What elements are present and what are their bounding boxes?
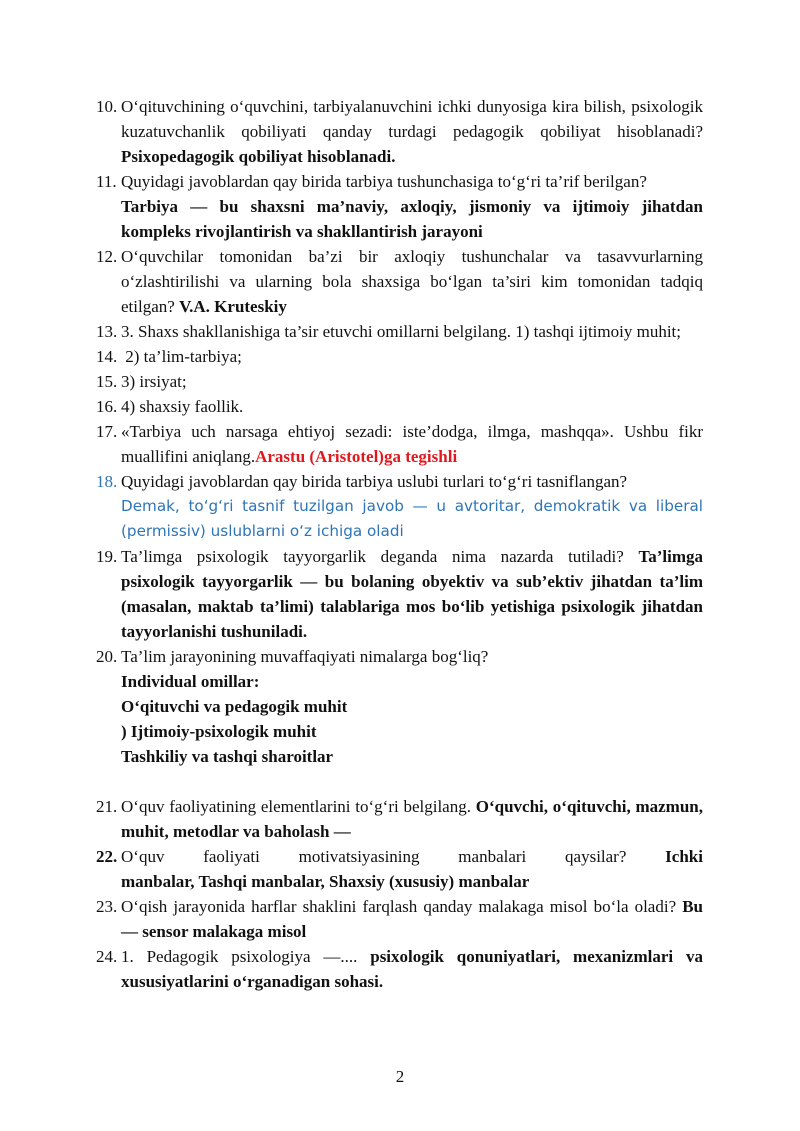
item-number: 22. [96,847,118,866]
list-item [96,369,703,394]
question-text: Ta’lim jarayonining muvaffaqiyati nimalarga bog‘liq? [121,647,489,666]
item-number: 18. [96,472,118,491]
item-number: 14. [96,347,118,366]
item-number: 20. [96,647,118,666]
list-item [96,244,703,319]
item-body [121,644,703,769]
question-text: 2) ta’lim-tarbiya; [121,347,242,366]
question-text: 3. Shaxs shakllanishiga ta’sir etuvchi omillarni belgilang. 1) tashqi ijtimoiy muhit; [121,322,681,341]
question-text: Quyidagi javoblardan qay birida tarbiya uslubi turlari to‘g‘ri tasniflangan? [121,472,628,491]
item-number: 15. [96,372,118,391]
answer-text: Demak, to‘g‘ri tasnif tuzilgan javob — u avtoritar, demokratik va liberal (permissiv) uslublarni o‘z ichiga oladi [121,497,703,540]
answer-line: O‘qituvchi va pedagogik muhit [121,697,348,716]
question-word: faoliyati [203,847,260,866]
item-body [121,94,703,169]
list-item [96,469,703,544]
question-line [121,844,703,869]
question-text: «Tarbiya uch narsaga ehtiyoj sezadi: iste’dodga, ilmga, mashqqa». Ushbu fikr muallifini aniqlang. [121,422,703,466]
item-body [121,369,703,394]
list-item [96,644,703,769]
question-text: O‘qish jarayonida harflar shaklini farqlash qanday malakaga misol bo‘la oladi? [121,897,677,916]
list-item [96,419,703,469]
item-body [121,469,703,544]
answer-text: Bu — sensor malakaga misol [121,897,704,941]
item-number: 17. [96,422,118,441]
answer-text: manbalar, Tashqi manbalar, Shaxsiy (xususiy) manbalar [121,872,530,891]
question-text: Ta’limga psixologik tayyorgarlik deganda nima nazarda tutiladi? [121,547,624,566]
question-word: O‘quv [121,847,165,866]
answer-line: ) Ijtimoiy-psixologik muhit [121,722,317,741]
answer-text: V.A. Kruteskiy [179,297,287,316]
answer-text: psixologik qonuniyatlari, mexanizmlari va xususiyatlarini o‘rganadigan sohasi. [121,947,703,991]
item-body [121,394,703,419]
answer-text: Arastu (Aristotel)ga tegishli [255,447,458,466]
item-body [121,419,703,469]
question-text: O‘quv faoliyatining elementlarini to‘g‘ri belgilang. [121,797,471,816]
list-item [96,344,703,369]
question-text: Quyidagi javoblardan qay birida tarbiya tushunchasiga to‘g‘ri ta’rif berilgan? [121,172,647,191]
item-number: 10. [96,97,118,116]
item-body [121,844,703,894]
item-body [121,319,703,344]
page-number: 2 [395,1067,405,1086]
item-body [121,944,703,994]
item-body [121,894,703,944]
list-item [96,844,703,894]
item-body [121,244,703,319]
item-body [121,794,703,844]
list-item [96,794,703,844]
item-number: 24. [96,947,118,966]
question-text: O‘qituvchining o‘quvchini, tarbiyalanuvchini ichki dunyosiga kira bilish, psixologik kuzatuvchanlik qobiliyati qanday turdagi pedagogik qobiliyat hisoblanadi? [121,97,703,141]
answer-text: Tarbiya — bu shaxsni ma’naviy, axloqiy, jismoniy va ijtimoiy jihatdan kompleks rivojlantirish va shakllantirish jarayoni [121,197,703,241]
list-item [96,544,703,644]
list-item [96,319,703,344]
question-text: 1. Pedagogik psixologiya —.... [121,947,358,966]
list-item [96,169,703,244]
list-item [96,94,703,169]
answer-line: Tashkiliy va tashqi sharoitlar [121,747,334,766]
item-number: 16. [96,397,118,416]
item-number: 13. [96,322,118,341]
item-number: 12. [96,247,118,266]
question-word: manbalari [458,847,527,866]
answer-text: Ta’limga psixologik tayyorgarlik — bu bolaning obyektiv va sub’ektiv jihatdan ta’lim (masalan, maktab ta’limi) talablariga mos bo‘lib yetishiga psixologik jihatdan tayyorlanishi tushuniladi. [121,547,703,641]
answer-text: Psixopedagogik qobiliyat hisoblanadi. [121,147,396,166]
answer-word: Ichki [665,847,703,866]
item-body [121,169,703,244]
answer-line: Individual omillar: [121,672,260,691]
item-number: 11. [96,172,117,191]
blank-line [96,769,703,794]
question-word: qaysilar? [565,847,627,866]
list-item [96,944,703,994]
question-text: O‘quvchilar tomonidan ba’zi bir axloqiy tushunchalar va tasavvurlarning o‘zlashtirilishi va ularning bola shaxsiga bo‘lgan ta’siri kim tomonidan tadqiq etilgan? [121,247,703,316]
question-text: 4) shaxsiy faollik. [121,397,244,416]
answer-text: O‘quvchi, o‘qituvchi, mazmun, muhit, metodlar va baholash — [121,797,703,841]
item-number: 19. [96,547,118,566]
item-body [121,544,703,644]
list-item [96,894,703,944]
list-item [96,394,703,419]
item-body [121,344,703,369]
question-list [96,94,703,994]
item-number: 23. [96,897,118,916]
question-text: 3) irsiyat; [121,372,187,391]
item-number: 21. [96,797,118,816]
question-word: motivatsiyasining [298,847,420,866]
